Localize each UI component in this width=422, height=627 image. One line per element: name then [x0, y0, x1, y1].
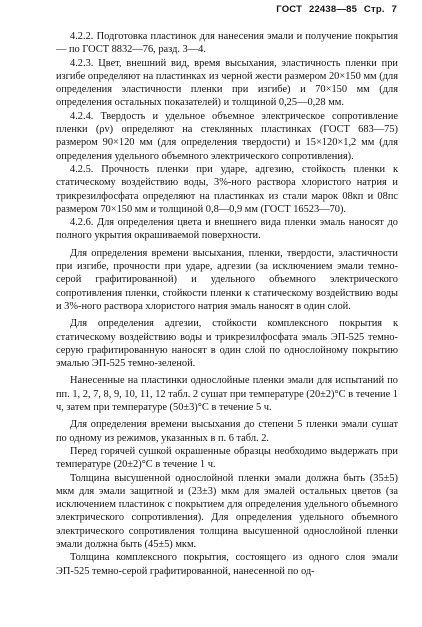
- paragraph-drying-time: Для определения времени высыхания до степени 5 пленки эмали сушат по одному из режимов, указанных в п. 6 табл. 2.: [56, 419, 398, 444]
- paragraph-complex-coating: Толщина комплексного покрытия, состоящего из одного слоя эмали ЭП-525 темно-серой графитированной, нанесенной по од-: [56, 552, 398, 577]
- paragraph-4-2-4: 4.2.4. Твердость и удельное объемное электрическое сопротивление пленки (ρv) определяют на стеклянных пластинках (ГОСТ 683—75) размером 90×120 мм (для определения твердости) и 15×120×1,2 мм (для определения удельного объемного электрического сопротивления).: [56, 110, 398, 162]
- paragraph-drying: Нанесенные на пластинки однослойные пленки эмали для испытаний по пп. 1, 2, 7, 8, 9, 10, 11, 12 табл. 2 сушат при температуре (20±2)°С в течение 1 ч, затем при температуре (50±3)°С в течение 5 ч.: [56, 375, 398, 414]
- paragraph-4-2-3: 4.2.3. Цвет, внешний вид, время высыхания, эластичность пленки при изгибе определяют на пластинках из черной жести размером 20×150 мм (для определения эластичности пленки при изгибе) и 70×150 мм (для определения остальных показателей) и толщиной 0,25—0,28 мм.: [56, 57, 398, 109]
- paragraph-thickness: Толщина высушенной однослойной пленки эмали должна быть (35±5) мкм для эмали защитной и (23±3) мкм для эмалей остальных цветов (за исключением пластинок с покрытием для определения удельного объемного электрического сопротивления). Для определения удельного объемного электрического сопротивления толщина высушенной однослойной пленки эмали должна быть (45±5) мкм.: [56, 472, 398, 550]
- paragraph-adhesion: Для определения адгезии, стойкости комплексного покрытия к статическому воздействию воды и трикрезилфосфата эмаль ЭП-525 темно-серую графитированную наносят в один слой по однослойному покрытию эмалью ЭП-525 темно-зеленой.: [56, 318, 398, 370]
- page-header: [272, 3, 397, 16]
- standard-label: ГОСТ: [276, 4, 303, 15]
- document-body: [56, 30, 398, 578]
- page-label: Стр.: [363, 4, 385, 15]
- paragraph-4-2-5: 4.2.5. Прочность пленки при ударе, адгезию, стойкость пленки к статическому воздействию воды, 3%-ного раствора хлористого натрия и трикрезилфосфата определяют на пластинках из стали марок 08кп и 08пс размером 70×150 мм и толщиной 0,8—0,9 мм (ГОСТ 16523—70).: [56, 163, 398, 215]
- paragraph-4-2-2: 4.2.2. Подготовка пластинок для нанесения эмали и получение покрытия — по ГОСТ 8832—76, разд. 3—4.: [56, 31, 398, 56]
- standard-number: 22438—85: [308, 4, 358, 15]
- paragraph-single-layer: Для определения времени высыхания, пленки, твердости, эластичности при изгибе, прочности при ударе, адгезии (за исключением эмали темно-серой графитированной) и удельного объемного электрического сопротивления пленки, стойкости пленки к статическому воздействию воды и 3%-ного раствора хлористого натрия эмаль наносят в один слой.: [56, 247, 398, 312]
- page-number: 7: [391, 4, 397, 15]
- paragraph-4-2-6: 4.2.6. Для определения цвета и внешнего вида пленки эмаль наносят до полного укрытия окрашиваемой поверхности.: [56, 217, 398, 242]
- paragraph-hot-drying: Перед горячей сушкой окрашенные образцы необходимо выдержать при температуре (20±2)°С в течение 1 ч.: [56, 445, 398, 471]
